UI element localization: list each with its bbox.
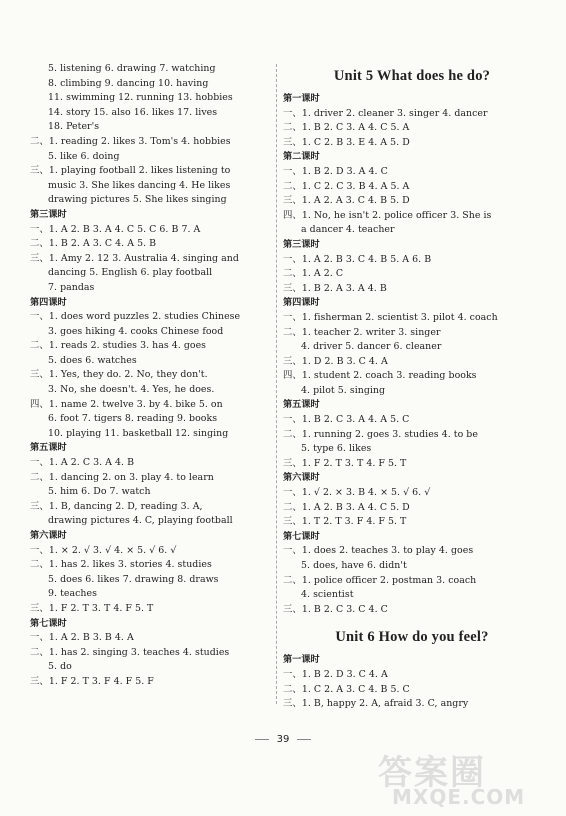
- answer-line: 4. pilot 5. singing: [301, 384, 386, 396]
- lesson-heading: 第三课时: [283, 238, 320, 250]
- footer-dash-right: [297, 739, 311, 740]
- answer-line: 四、1. student 2. coach 3. reading books: [283, 370, 477, 382]
- answer-line: 7. pandas: [48, 281, 95, 293]
- answer-line: 三、1. playing football 2. likes listening to: [30, 165, 231, 177]
- answer-line: 三、1. T 2. T 3. F 4. F 5. T: [283, 516, 407, 528]
- answer-line: music 3. She likes dancing 4. He likes: [48, 179, 231, 191]
- answer-line: drawing pictures 5. She likes singing: [48, 194, 227, 206]
- lesson-heading: 第七课时: [283, 530, 320, 542]
- answer-line: 三、1. F 2. T 3. F 4. F 5. F: [30, 675, 154, 687]
- answer-line: 5. does, have 6. didn't: [301, 560, 407, 571]
- answer-line: 5. does 6. watches: [48, 354, 137, 366]
- answer-line: 5. do: [48, 661, 72, 673]
- lesson-heading: 第五课时: [30, 442, 67, 454]
- lesson-heading: 第四课时: [30, 296, 67, 308]
- answer-line: 6. foot 7. tigers 8. reading 9. books: [48, 413, 218, 425]
- page-number-footer: [0, 734, 566, 745]
- answer-line: 三、1. D 2. B 3. C 4. A: [283, 355, 388, 367]
- answer-line: 5. like 6. doing: [48, 150, 120, 162]
- answer-line: 三、1. B 2. C 3. C 4. C: [283, 603, 388, 615]
- answer-line: 三、1. F 2. T 3. T 4. F 5. T: [283, 457, 407, 469]
- answer-line: 二、1. C 2. A 3. C 4. B 5. C: [283, 683, 410, 695]
- answer-line: 5. type 6. likes: [301, 443, 372, 455]
- lesson-heading: 第一课时: [283, 93, 320, 104]
- column-divider: [276, 64, 277, 704]
- answer-line: 一、1. B 2. C 3. A 4. A 5. C: [283, 414, 410, 426]
- answer-line: 二、1. running 2. goes 3. studies 4. to be: [283, 428, 478, 440]
- answer-line: 三、1. F 2. T 3. T 4. F 5. T: [30, 602, 154, 614]
- answer-line: 一、1. fisherman 2. scientist 3. pilot 4. coach: [283, 311, 498, 323]
- answer-line: 一、1. B 2. D 3. A 4. C: [283, 165, 388, 177]
- footer-dash-left: [255, 739, 269, 740]
- answer-line: 4. driver 5. dancer 6. cleaner: [301, 341, 442, 353]
- answer-line: 二、1. has 2. singing 3. teaches 4. studies: [30, 646, 230, 658]
- answer-line: 一、1. A 2. B 3. C 4. B 5. A 6. B: [283, 253, 432, 265]
- answer-line: 二、1. A 2. C: [283, 268, 344, 280]
- answer-line: 二、1. C 2. C 3. B 4. A 5. A: [283, 180, 410, 192]
- answer-line: dancing 5. English 6. play football: [48, 267, 213, 279]
- lesson-heading: 第四课时: [283, 297, 320, 309]
- answer-line: 二、1. reads 2. studies 3. has 4. goes: [30, 340, 207, 352]
- lesson-heading: 第三课时: [30, 208, 67, 220]
- answer-line: 8. climbing 9. dancing 10. having: [48, 77, 209, 89]
- answer-line: 三、1. A 2. A 3. C 4. B 5. D: [283, 195, 410, 207]
- watermark-site: MXQE.COM: [392, 785, 526, 809]
- answer-line: 5. listening 6. drawing 7. watching: [48, 63, 216, 74]
- answer-line: 四、1. name 2. twelve 3. by 4. bike 5. on: [30, 398, 223, 410]
- answer-line: 二、1. B 2. A 3. C 4. A 5. B: [30, 238, 157, 250]
- answer-line: 二、1. dancing 2. on 3. play 4. to learn: [30, 471, 214, 483]
- answer-line: 二、1. A 2. B 3. A 4. C 5. D: [283, 501, 410, 513]
- answer-line: 二、1. B 2. C 3. A 4. C 5. A: [283, 122, 410, 134]
- answer-line: 10. playing 11. basketball 12. singing: [48, 427, 229, 439]
- answer-line: 三、1. Amy 2. 12 3. Australia 4. singing and: [30, 252, 239, 264]
- watermark-glyphs: 答案圈: [378, 753, 486, 793]
- answer-line: 5. does 6. likes 7. drawing 8. draws: [48, 573, 219, 585]
- answer-line: 一、1. × 2. √ 3. √ 4. × 5. √ 6. √: [30, 544, 177, 556]
- answer-line: 18. Peter's: [48, 121, 100, 133]
- answer-line: 四、1. No, he isn't 2. police officer 3. She is: [283, 209, 492, 221]
- answer-line: 三、1. B 2. A 3. A 4. B: [283, 282, 387, 294]
- answer-line: 一、1. does 2. teaches 3. to play 4. goes: [283, 545, 474, 557]
- answer-line: 4. scientist: [301, 589, 354, 601]
- answer-line: 一、1. A 2. B 3. B 4. A: [30, 632, 134, 644]
- answer-line: 5. him 6. Do 7. watch: [48, 486, 151, 498]
- left-answer-column: [30, 62, 275, 690]
- page-number: 39: [276, 734, 290, 745]
- answer-line: 11. swimming 12. running 13. hobbies: [48, 92, 233, 104]
- lesson-heading: 第五课时: [283, 399, 320, 411]
- answer-line: 3. No, she doesn't. 4. Yes, he does.: [48, 384, 215, 396]
- unit-heading: Unit 6 How do you feel?: [335, 629, 489, 646]
- answer-line: 一、1. B 2. D 3. C 4. A: [283, 668, 388, 680]
- answer-line: 三、1. Yes, they do. 2. No, they don't.: [30, 369, 208, 381]
- lesson-heading: 第七课时: [30, 617, 67, 629]
- answer-line: 二、1. police officer 2. postman 3. coach: [283, 574, 477, 586]
- lesson-heading: 第六课时: [283, 472, 320, 484]
- answer-line: 3. goes hiking 4. cooks Chinese food: [48, 325, 224, 337]
- answer-line: 三、1. B, dancing 2. D, reading 3. A,: [30, 500, 203, 512]
- answer-line: a dancer 4. teacher: [301, 224, 395, 236]
- watermark-logo: [378, 745, 558, 813]
- answer-line: 一、1. A 2. B 3. A 4. C 5. C 6. B 7. A: [30, 223, 201, 235]
- answer-line: 三、1. B, happy 2. A, afraid 3. C, angry: [283, 698, 469, 710]
- answer-line: 二、1. has 2. likes 3. stories 4. studies: [30, 559, 212, 571]
- answer-line: drawing pictures 4. C, playing football: [48, 515, 233, 527]
- lesson-heading: 第一课时: [283, 654, 320, 666]
- answer-line: 9. teaches: [48, 588, 97, 600]
- answer-line: 二、1. reading 2. likes 3. Tom's 4. hobbies: [30, 135, 231, 147]
- lesson-heading: 第六课时: [30, 530, 67, 541]
- answer-line: 二、1. teacher 2. writer 3. singer: [283, 326, 441, 338]
- answer-line: 一、1. driver 2. cleaner 3. singer 4. dancer: [283, 107, 488, 119]
- answer-line: 三、1. C 2. B 3. E 4. A 5. D: [283, 136, 410, 148]
- lesson-heading: 第二课时: [283, 151, 320, 163]
- answer-line: 一、1. does word puzzles 2. studies Chinese: [30, 311, 241, 323]
- unit-heading: Unit 5 What does he do?: [333, 68, 491, 84]
- answer-line: 一、1. A 2. C 3. A 4. B: [30, 457, 135, 469]
- answer-line: 一、1. √ 2. × 3. B 4. × 5. √ 6. √: [283, 487, 431, 499]
- answer-line: 14. story 15. also 16. likes 17. lives: [48, 106, 218, 118]
- right-answer-column: [283, 62, 541, 712]
